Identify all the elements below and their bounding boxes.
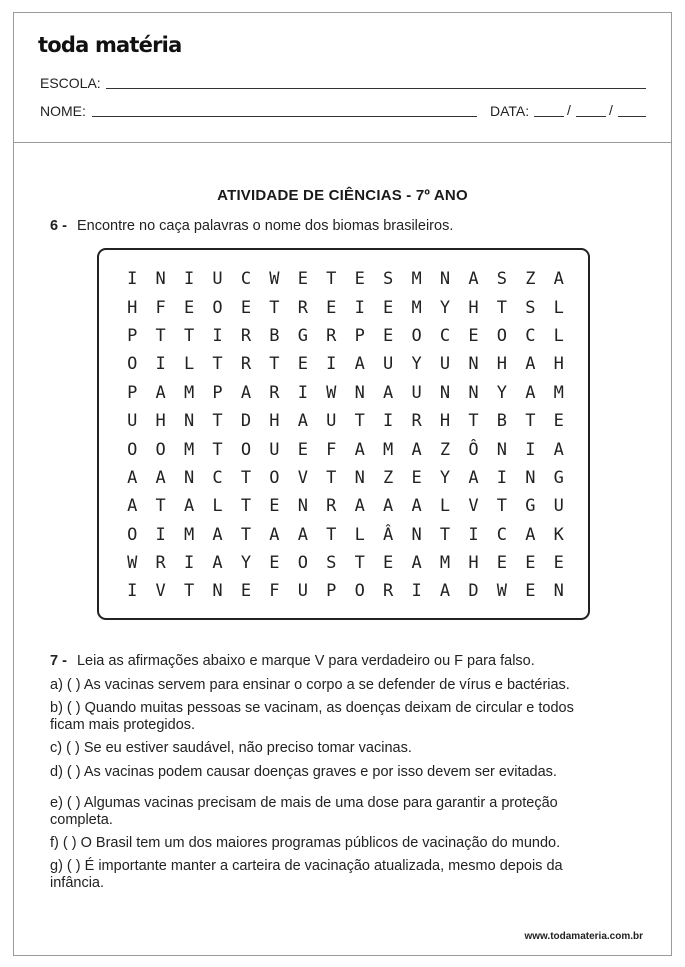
statement-line: f) ( ) O Brasil tem um dos maiores programas públicos de vacinação do mundo. <box>50 835 561 851</box>
grid-letter[interactable]: T <box>183 325 195 346</box>
grid-letter[interactable]: N <box>525 467 536 488</box>
grid-letter[interactable]: I <box>212 325 223 346</box>
grid-letter[interactable]: A <box>240 382 252 403</box>
grid-letter[interactable]: N <box>411 524 422 545</box>
grid-letter[interactable]: T <box>212 354 223 375</box>
grid-letter[interactable]: A <box>354 354 365 375</box>
grid-letter[interactable]: O <box>127 439 138 460</box>
grid-letter[interactable]: Y <box>439 297 451 318</box>
grid-letter[interactable]: I <box>127 581 138 602</box>
statement-line: c) ( ) Se eu estiver saudável, não preciso tomar vacinas. <box>50 740 412 756</box>
grid-letter[interactable]: T <box>240 524 252 545</box>
grid-letter[interactable]: E <box>240 581 252 602</box>
grid-letter[interactable]: B <box>269 325 280 346</box>
grid-letter[interactable]: T <box>525 411 536 432</box>
question-number: 7 - <box>50 653 67 669</box>
question-text: Leia as afirmações abaixo e marque V para verdadeiro ou F para falso. <box>76 653 535 669</box>
statement-c[interactable] <box>50 740 630 757</box>
grid-letter[interactable]: M <box>183 524 195 545</box>
grid-letter[interactable]: I <box>525 439 536 460</box>
grid-letter[interactable]: O <box>297 553 308 574</box>
grid-letter[interactable]: T <box>354 411 365 432</box>
grid-letter[interactable]: S <box>383 269 394 290</box>
grid-letter[interactable]: I <box>411 581 422 602</box>
grid-letter[interactable]: N <box>183 467 195 488</box>
name-label: NOME: <box>40 103 86 119</box>
grid-letter[interactable]: A <box>525 354 536 375</box>
word-search-grid <box>118 265 573 606</box>
grid-letter[interactable]: G <box>553 467 564 488</box>
grid-letter[interactable]: I <box>183 553 195 574</box>
grid-letter[interactable]: W <box>127 553 138 574</box>
grid-letter[interactable]: W <box>496 581 508 602</box>
grid-letter[interactable]: Z <box>383 467 394 488</box>
grid-letter[interactable]: A <box>411 553 422 574</box>
statement-line: a) ( ) As vacinas servem para ensinar o corpo a se defender de vírus e bactérias. <box>50 677 570 693</box>
grid-letter[interactable]: A <box>354 439 365 460</box>
grid-letter[interactable]: M <box>183 439 195 460</box>
grid-letter[interactable]: R <box>240 325 252 346</box>
statement-a[interactable] <box>50 677 630 694</box>
page-title: ATIVIDADE DE CIÊNCIAS - 7º ANO <box>217 187 468 204</box>
grid-letter[interactable]: R <box>383 581 394 602</box>
grid-letter[interactable]: W <box>326 382 337 403</box>
grid-letter[interactable]: P <box>127 325 138 346</box>
grid-row <box>118 521 573 549</box>
grid-letter[interactable]: T <box>496 297 508 318</box>
grid-letter[interactable]: M <box>411 297 422 318</box>
grid-row <box>118 322 573 350</box>
date-separator: / <box>567 102 571 118</box>
question-number: 6 - <box>50 218 67 234</box>
grid-row <box>118 350 573 378</box>
grid-letter[interactable]: T <box>212 411 223 432</box>
grid-letter[interactable]: T <box>155 325 166 346</box>
grid-letter[interactable]: N <box>468 382 479 403</box>
grid-letter[interactable]: E <box>468 325 479 346</box>
grid-letter[interactable]: Y <box>439 467 451 488</box>
grid-letter[interactable]: U <box>411 382 422 403</box>
grid-letter[interactable]: S <box>525 297 536 318</box>
grid-row <box>118 577 573 605</box>
grid-row <box>118 379 573 407</box>
grid-letter[interactable]: N <box>354 382 365 403</box>
grid-letter[interactable]: U <box>297 581 308 602</box>
grid-letter[interactable]: E <box>496 553 508 574</box>
grid-letter[interactable]: K <box>553 524 564 545</box>
grid-letter[interactable]: A <box>411 439 422 460</box>
grid-letter[interactable]: S <box>496 269 508 290</box>
grid-letter[interactable]: E <box>297 439 308 460</box>
grid-letter[interactable]: E <box>240 297 252 318</box>
worksheet <box>13 12 672 956</box>
grid-letter[interactable]: T <box>326 467 337 488</box>
grid-letter[interactable]: Y <box>240 553 252 574</box>
grid-letter[interactable]: O <box>496 325 508 346</box>
grid-letter[interactable]: O <box>411 325 422 346</box>
grid-letter[interactable]: A <box>525 524 536 545</box>
grid-letter[interactable]: A <box>269 524 280 545</box>
grid-letter[interactable]: H <box>553 354 564 375</box>
grid-letter[interactable]: A <box>297 524 308 545</box>
statement-d[interactable] <box>50 764 630 781</box>
grid-letter[interactable]: U <box>326 411 337 432</box>
grid-letter[interactable]: V <box>155 581 166 602</box>
grid-letter[interactable]: O <box>354 581 365 602</box>
school-field[interactable] <box>106 88 646 89</box>
grid-letter[interactable]: T <box>269 354 280 375</box>
grid-letter[interactable]: U <box>269 439 280 460</box>
grid-letter[interactable]: L <box>212 496 223 517</box>
grid-letter[interactable]: I <box>297 382 308 403</box>
grid-letter[interactable]: C <box>496 524 508 545</box>
grid-letter[interactable]: E <box>354 269 365 290</box>
grid-letter[interactable]: C <box>439 325 451 346</box>
statement-line: b) ( ) Quando muitas pessoas se vacinam, as doenças deixam de circular e todos <box>50 700 574 716</box>
grid-letter[interactable]: N <box>297 496 308 517</box>
grid-letter[interactable]: H <box>155 411 166 432</box>
logo: toda matéria <box>38 33 182 57</box>
grid-row <box>118 464 573 492</box>
grid-letter[interactable]: F <box>155 297 166 318</box>
grid-letter[interactable]: R <box>411 411 422 432</box>
grid-letter[interactable]: H <box>439 411 451 432</box>
grid-letter[interactable]: O <box>155 439 166 460</box>
grid-letter[interactable]: A <box>525 382 536 403</box>
grid-letter[interactable]: P <box>354 325 365 346</box>
grid-letter[interactable]: U <box>127 411 138 432</box>
grid-row <box>118 293 573 321</box>
grid-row <box>118 265 573 293</box>
statement-line: infância. <box>50 875 105 891</box>
grid-letter[interactable]: R <box>155 553 166 574</box>
grid-letter[interactable]: R <box>297 297 308 318</box>
grid-letter[interactable]: T <box>496 496 508 517</box>
grid-letter[interactable]: T <box>212 439 223 460</box>
grid-letter[interactable]: A <box>297 411 308 432</box>
grid-letter[interactable]: D <box>468 581 479 602</box>
grid-letter[interactable]: I <box>468 524 479 545</box>
grid-letter[interactable]: Â <box>383 524 394 545</box>
grid-letter[interactable]: L <box>354 524 365 545</box>
statement-e[interactable] <box>50 795 630 829</box>
grid-letter[interactable]: A <box>468 269 479 290</box>
question-6 <box>50 218 453 234</box>
grid-letter[interactable]: U <box>383 354 394 375</box>
grid-letter[interactable]: H <box>127 297 138 318</box>
grid-letter[interactable]: E <box>326 297 337 318</box>
grid-letter[interactable]: H <box>269 411 280 432</box>
grid-letter[interactable]: O <box>127 524 138 545</box>
grid-letter[interactable]: N <box>354 467 365 488</box>
grid-letter[interactable]: T <box>326 269 337 290</box>
grid-letter[interactable]: L <box>553 325 564 346</box>
grid-letter[interactable]: I <box>183 269 195 290</box>
grid-letter[interactable]: R <box>269 382 280 403</box>
grid-letter[interactable]: N <box>155 269 166 290</box>
grid-letter[interactable]: T <box>240 467 252 488</box>
grid-letter[interactable]: A <box>411 496 422 517</box>
grid-letter[interactable]: A <box>127 467 138 488</box>
grid-letter[interactable]: A <box>212 524 223 545</box>
grid-letter[interactable]: T <box>269 297 280 318</box>
statement-f[interactable] <box>50 835 630 852</box>
grid-letter[interactable]: A <box>383 496 394 517</box>
statement-g[interactable] <box>50 858 630 892</box>
grid-letter[interactable]: P <box>127 382 138 403</box>
grid-letter[interactable]: R <box>326 325 337 346</box>
grid-letter[interactable]: H <box>468 553 479 574</box>
school-label: ESCOLA: <box>40 75 101 91</box>
grid-letter[interactable]: A <box>127 496 138 517</box>
grid-letter[interactable]: O <box>127 354 138 375</box>
grid-letter[interactable]: Z <box>439 439 451 460</box>
grid-row <box>118 492 573 520</box>
grid-letter[interactable]: G <box>297 325 308 346</box>
grid-letter[interactable]: T <box>155 496 166 517</box>
grid-letter[interactable]: E <box>525 581 536 602</box>
grid-letter[interactable]: A <box>155 382 166 403</box>
grid-letter[interactable]: A <box>553 269 564 290</box>
statement-b[interactable] <box>50 700 630 734</box>
grid-letter[interactable]: I <box>354 297 365 318</box>
grid-letter[interactable]: M <box>383 439 394 460</box>
grid-letter[interactable]: T <box>326 524 337 545</box>
grid-letter[interactable]: E <box>269 496 280 517</box>
word-search-box <box>97 248 590 620</box>
grid-letter[interactable]: O <box>212 297 223 318</box>
grid-letter[interactable]: E <box>553 553 564 574</box>
grid-letter[interactable]: H <box>496 354 508 375</box>
grid-letter[interactable]: N <box>183 411 195 432</box>
grid-letter[interactable]: E <box>297 269 308 290</box>
grid-letter[interactable]: N <box>439 382 451 403</box>
question-7 <box>50 653 535 669</box>
grid-letter[interactable]: V <box>297 467 308 488</box>
grid-letter[interactable]: P <box>212 382 223 403</box>
grid-letter[interactable]: Y <box>411 354 422 375</box>
question-text: Encontre no caça palavras o nome dos biomas brasileiros. <box>76 218 454 234</box>
grid-letter[interactable]: N <box>496 439 508 460</box>
grid-letter[interactable]: L <box>553 297 564 318</box>
header <box>14 13 671 143</box>
grid-letter[interactable]: F <box>326 439 337 460</box>
grid-letter[interactable]: I <box>155 354 166 375</box>
grid-letter[interactable]: O <box>269 467 280 488</box>
grid-letter[interactable]: C <box>212 467 223 488</box>
grid-letter[interactable]: I <box>155 524 166 545</box>
grid-letter[interactable]: T <box>240 496 252 517</box>
grid-letter[interactable]: W <box>269 269 280 290</box>
grid-letter[interactable]: M <box>183 382 195 403</box>
grid-letter[interactable]: T <box>354 553 365 574</box>
grid-letter[interactable]: C <box>240 269 252 290</box>
grid-letter[interactable]: H <box>468 297 479 318</box>
grid-letter[interactable]: A <box>553 439 564 460</box>
grid-letter[interactable]: E <box>411 467 422 488</box>
grid-letter[interactable]: D <box>240 411 252 432</box>
grid-letter[interactable]: V <box>468 496 479 517</box>
statement-line: completa. <box>50 812 113 828</box>
grid-letter[interactable]: Ô <box>468 439 479 460</box>
grid-letter[interactable]: E <box>525 553 536 574</box>
footer-url[interactable]: www.todamateria.com.br <box>524 931 643 942</box>
grid-letter[interactable]: N <box>439 269 451 290</box>
grid-letter[interactable]: I <box>383 411 394 432</box>
grid-letter[interactable]: E <box>183 297 195 318</box>
grid-letter[interactable]: R <box>240 354 252 375</box>
grid-letter[interactable]: E <box>269 553 280 574</box>
statement-line: d) ( ) As vacinas podem causar doenças graves e por isso devem ser evitadas. <box>50 764 557 780</box>
grid-letter[interactable]: O <box>240 439 252 460</box>
date-label: DATA: <box>490 103 530 119</box>
grid-letter[interactable]: E <box>383 325 394 346</box>
grid-letter[interactable]: T <box>439 524 451 545</box>
date-month-field[interactable] <box>576 116 606 117</box>
grid-row <box>118 435 573 463</box>
grid-row <box>118 549 573 577</box>
grid-letter[interactable]: R <box>326 496 337 517</box>
grid-letter[interactable]: P <box>326 581 337 602</box>
grid-letter[interactable]: A <box>155 467 166 488</box>
grid-letter[interactable]: E <box>297 354 308 375</box>
grid-letter[interactable]: U <box>553 496 564 517</box>
grid-row <box>118 407 573 435</box>
grid-letter[interactable]: Z <box>525 269 536 290</box>
grid-letter[interactable]: L <box>183 354 195 375</box>
grid-letter[interactable]: N <box>468 354 479 375</box>
grid-letter[interactable]: A <box>383 382 394 403</box>
grid-letter[interactable]: M <box>411 269 422 290</box>
grid-letter[interactable]: S <box>326 553 337 574</box>
grid-letter[interactable]: L <box>439 496 451 517</box>
grid-letter[interactable]: U <box>212 269 223 290</box>
date-year-field[interactable] <box>618 116 646 117</box>
grid-letter[interactable]: U <box>439 354 451 375</box>
name-field[interactable] <box>92 116 477 117</box>
grid-letter[interactable]: E <box>383 553 394 574</box>
grid-letter[interactable]: I <box>127 269 138 290</box>
grid-letter[interactable]: B <box>496 411 508 432</box>
grid-letter[interactable]: A <box>212 553 223 574</box>
statement-line: ficam mais protegidos. <box>50 717 196 733</box>
grid-letter[interactable]: E <box>383 297 394 318</box>
grid-letter[interactable]: N <box>553 581 564 602</box>
grid-letter[interactable]: E <box>553 411 564 432</box>
statement-line: g) ( ) É importante manter a carteira de vacinação atualizada, mesmo depois da <box>50 858 563 874</box>
grid-letter[interactable]: G <box>525 496 536 517</box>
date-separator: / <box>609 102 613 118</box>
grid-letter[interactable]: T <box>468 411 479 432</box>
grid-letter[interactable]: A <box>468 467 479 488</box>
grid-letter[interactable]: T <box>183 581 195 602</box>
grid-letter[interactable]: I <box>496 467 508 488</box>
grid-letter[interactable]: I <box>326 354 337 375</box>
grid-letter[interactable]: M <box>439 553 451 574</box>
date-day-field[interactable] <box>534 116 564 117</box>
grid-letter[interactable]: F <box>269 581 280 602</box>
grid-letter[interactable]: A <box>354 496 365 517</box>
grid-letter[interactable]: Y <box>496 382 508 403</box>
grid-letter[interactable]: A <box>439 581 451 602</box>
grid-letter[interactable]: M <box>553 382 564 403</box>
grid-letter[interactable]: N <box>212 581 223 602</box>
grid-letter[interactable]: C <box>525 325 536 346</box>
grid-letter[interactable]: A <box>183 496 195 517</box>
statement-line: e) ( ) Algumas vacinas precisam de mais de uma dose para garantir a proteção <box>50 795 558 811</box>
